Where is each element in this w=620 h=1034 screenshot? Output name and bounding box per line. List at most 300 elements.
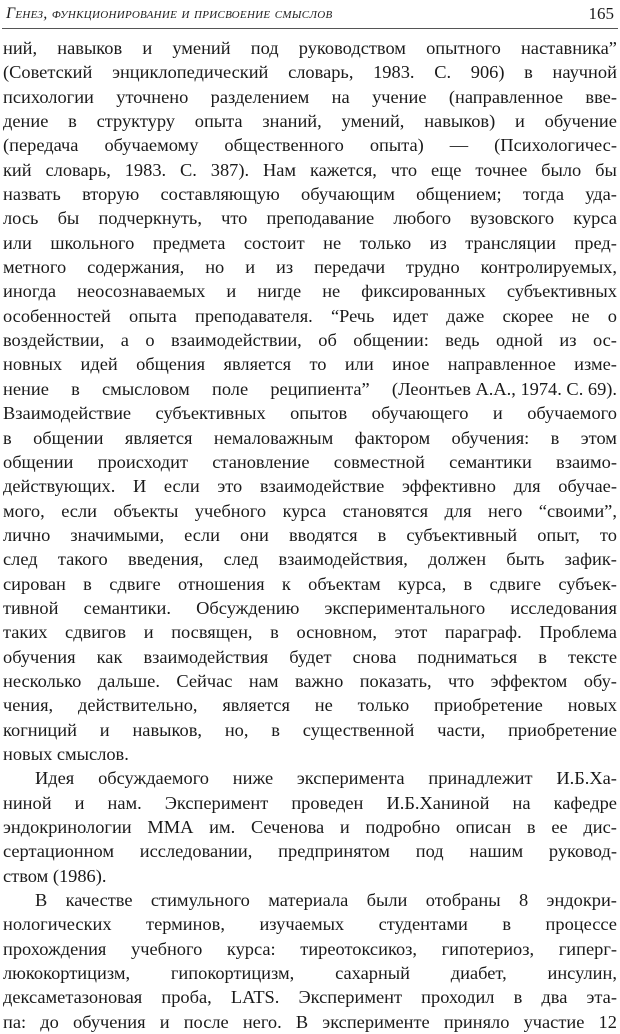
word: нам (248, 670, 279, 691)
word: пред- (574, 232, 617, 253)
word: но, (224, 719, 249, 740)
word: является (222, 695, 290, 716)
word: в (463, 573, 473, 594)
word: курса: (226, 938, 276, 959)
word: учение (372, 86, 427, 107)
text-line-content: новых смыслов. (3, 743, 129, 764)
word: назвать (3, 184, 61, 205)
word: не (323, 232, 342, 253)
word: эффектом (490, 670, 568, 691)
text-line (3, 158, 617, 182)
word: ниже (232, 768, 274, 789)
word: лось (3, 208, 39, 229)
text-line (3, 85, 617, 109)
word: Нам (262, 159, 297, 180)
word: навыков (57, 38, 123, 58)
word: в (513, 987, 523, 1008)
word: участие (523, 1011, 585, 1032)
word: зафик- (564, 549, 617, 570)
word: обучаемому (104, 135, 199, 156)
word: курса (573, 208, 617, 229)
word: было (541, 159, 582, 180)
word: взаимодействие (259, 476, 385, 497)
word: эксперименте (322, 1011, 430, 1032)
word: опыта (129, 305, 177, 326)
word: и (99, 719, 110, 740)
word: исследовании, (139, 841, 253, 862)
word: и (159, 1011, 170, 1032)
word: принадлежит (428, 768, 533, 789)
word: направленное (447, 354, 556, 375)
word: в (271, 719, 280, 740)
text-line (3, 474, 617, 498)
word: сдвиге (489, 573, 542, 594)
word: лично (3, 524, 51, 545)
word: в (524, 62, 533, 83)
word: два (541, 987, 568, 1008)
word: является (124, 427, 193, 448)
word: нашим (469, 841, 524, 862)
word: Эксперимент (164, 792, 269, 813)
word: взаимодействия, (278, 549, 408, 570)
word: фиксированных (361, 281, 486, 302)
word: не (322, 281, 341, 302)
word: снова (352, 646, 397, 667)
word: разделением (210, 86, 310, 107)
word: параграф. (444, 622, 522, 643)
word: несколько (3, 670, 82, 691)
word: новных (3, 354, 63, 375)
word: Взаимодействие (3, 403, 132, 424)
word: взаимодействия (143, 646, 269, 667)
word: проходил (421, 987, 495, 1008)
word: ММА (147, 817, 194, 837)
word: подчеркнуть, (98, 208, 202, 229)
word: эта- (586, 987, 617, 1008)
text-line (3, 669, 617, 693)
word: объектам (308, 573, 381, 594)
word: психологии (3, 86, 94, 107)
word: поле (211, 378, 249, 399)
word: они (240, 524, 269, 545)
word: особенностей (3, 305, 111, 326)
word: любого (393, 208, 452, 229)
word: эндокри- (546, 890, 617, 911)
word: быть (506, 549, 545, 570)
word: сертационном (3, 841, 114, 862)
word: подниматься (417, 646, 518, 667)
word: гиперг- (558, 938, 617, 959)
word: знаний, (262, 111, 322, 132)
word: важно (294, 670, 344, 691)
word: 8 (518, 890, 529, 911)
text-line-segment (3, 377, 398, 401)
word: под (415, 841, 444, 862)
text-line (3, 742, 617, 766)
word: предпринятом (278, 841, 390, 862)
word: уда- (585, 184, 617, 205)
word: словарь, (45, 159, 111, 180)
text-line (3, 279, 617, 303)
word: вузовского (470, 208, 555, 229)
word: субъек- (558, 573, 617, 594)
word: умений (172, 38, 231, 58)
word: опыт, (537, 524, 580, 545)
word: и (339, 817, 350, 837)
word: в (538, 646, 547, 667)
word: нологических (3, 914, 112, 935)
word: точнее (475, 159, 528, 180)
word: 12 (598, 1011, 617, 1032)
word: совместной (333, 451, 425, 472)
word: преподавателя. (194, 305, 313, 326)
word: даже (446, 305, 485, 326)
word: общением; (416, 184, 502, 205)
word: сахарный (335, 963, 410, 984)
text-line (3, 60, 617, 84)
word: Идея (35, 768, 75, 789)
word: если (163, 476, 200, 497)
word: и (515, 111, 525, 132)
word: сирован (3, 573, 66, 594)
text-line (3, 206, 617, 230)
word: существенной (302, 719, 415, 740)
word: кажется, (309, 159, 377, 180)
word: субъективных (506, 281, 617, 302)
word: гипотериоз, (441, 938, 535, 959)
word: материала (268, 890, 349, 911)
word: и (492, 403, 503, 424)
word: после (183, 1011, 229, 1032)
word: воздействии, (3, 330, 105, 351)
page-number: 165 (588, 4, 614, 23)
word: эффективно (401, 476, 496, 497)
word: трудно (406, 257, 460, 278)
word: под (250, 38, 279, 58)
word: дальше. (97, 670, 160, 691)
text-line (3, 426, 617, 450)
word: Проблема (539, 622, 617, 643)
word: взаимо- (556, 451, 617, 472)
word: из (559, 330, 577, 351)
word: а (120, 330, 129, 351)
word: инсулин, (547, 963, 617, 984)
word: семантики (449, 451, 532, 472)
text-line (3, 182, 617, 206)
text-line (3, 693, 617, 717)
word: описан (455, 817, 512, 837)
word: опыта (194, 111, 243, 132)
text-line (3, 596, 617, 620)
word: обучения (3, 646, 76, 667)
word: объекты (113, 500, 179, 521)
word: в (502, 914, 512, 935)
word: (передача (3, 135, 79, 156)
word: 387). (210, 159, 250, 180)
word: действующих. (3, 476, 116, 497)
word: ( (391, 378, 399, 399)
word: немаловажным (213, 427, 334, 448)
word: иное (392, 354, 430, 375)
word: ниной (3, 792, 52, 813)
word: общении (33, 427, 104, 448)
word: уточнено (116, 86, 189, 107)
word: общественного (224, 135, 344, 156)
word: приобретение (508, 719, 617, 740)
word: учебного (194, 500, 267, 521)
word: в (68, 111, 77, 132)
word: им. (209, 817, 236, 837)
word: В (35, 890, 48, 911)
word: нение (3, 378, 49, 399)
word: 1983. (124, 159, 167, 180)
word: вве- (585, 86, 617, 107)
text-line (3, 499, 617, 523)
word: контролируемых, (480, 257, 617, 278)
text-line (3, 937, 617, 961)
word: в (83, 573, 92, 594)
word: опытов (290, 403, 348, 424)
word: об (318, 330, 337, 351)
word: отобраны (425, 890, 501, 911)
word: или (3, 232, 32, 253)
word: кафедре (553, 792, 617, 813)
word: то (309, 354, 327, 375)
word: изучаемых (259, 914, 345, 935)
word: LATS. (230, 987, 280, 1008)
word: структуру (96, 111, 175, 132)
word: чения, (3, 695, 54, 716)
word: фактором (354, 427, 431, 448)
word: сдвигов (65, 622, 127, 643)
word: это (217, 476, 243, 497)
word: опытного (426, 38, 501, 58)
text-line (3, 1010, 617, 1034)
word: обучающим (301, 184, 395, 205)
word: только (359, 232, 412, 253)
word: были (366, 890, 408, 911)
word: обсуждаемого (98, 768, 209, 789)
word: навыков) (424, 111, 496, 132)
word: ний, (3, 38, 38, 58)
word: содержания, (87, 257, 185, 278)
running-title: Генез, функционирование и присвоение смыслов (6, 5, 333, 22)
word: не (571, 305, 590, 326)
word: еще (430, 159, 462, 180)
word: и (142, 38, 153, 58)
word: смысловом (102, 378, 190, 399)
word: субъективных (155, 403, 266, 424)
word: показать, (359, 670, 432, 691)
text-line (3, 450, 617, 474)
word: или (344, 354, 374, 375)
word: ее (551, 817, 568, 837)
word: о (145, 330, 155, 351)
word: становятся (342, 500, 429, 521)
word: — (449, 135, 469, 156)
word: общении: (353, 330, 429, 351)
word: идет (392, 305, 428, 326)
word: экспериментального (324, 597, 486, 618)
word: ос- (592, 330, 617, 351)
word: стимульного (150, 890, 250, 911)
text-line (3, 328, 617, 352)
word: для (513, 476, 541, 497)
word: новых (567, 695, 617, 716)
word: в (526, 817, 536, 837)
word: 906) (470, 62, 505, 83)
word: о (607, 305, 617, 326)
word: на (331, 86, 350, 107)
word: научной (552, 62, 617, 83)
text-line (3, 888, 617, 912)
word: нигде (257, 281, 302, 302)
word: трансляции (465, 232, 556, 253)
text-line (3, 231, 617, 255)
word: общения (136, 354, 206, 375)
word: прохождения (3, 938, 107, 959)
word: качестве (65, 890, 133, 911)
text-line (3, 645, 617, 669)
word: и (74, 792, 85, 813)
text-line (3, 791, 617, 815)
word: части, (437, 719, 486, 740)
citation-group (398, 377, 617, 401)
word: составляющую (160, 184, 280, 205)
word: курса, (397, 573, 447, 594)
word: дение (3, 111, 49, 132)
word: дексаметазоновая (3, 987, 143, 1008)
word: Сеченова (250, 817, 325, 837)
word: мого, (3, 500, 45, 521)
word: реципиента” (270, 378, 370, 399)
text-line (3, 620, 617, 644)
word: становление (212, 451, 310, 472)
word: в (377, 524, 387, 545)
word: таких (3, 622, 48, 643)
word: студентами (378, 914, 468, 935)
word: должен (428, 549, 487, 570)
word: В (295, 1011, 309, 1032)
word: не (314, 695, 333, 716)
word: навыков, (132, 719, 202, 740)
cited-author: Леонтьев А.А. (398, 378, 512, 399)
word: посвящен, (171, 622, 253, 643)
word: в (270, 622, 279, 643)
word: эндокринологии (3, 817, 132, 837)
word: (направленное (448, 86, 564, 107)
word: субъективный (406, 524, 518, 545)
word: С. (180, 159, 197, 180)
word: неосознаваемых (77, 281, 206, 302)
word: значимыми, (70, 524, 165, 545)
word: предмета (152, 232, 226, 253)
text-line (3, 912, 617, 936)
word: гипокортицизм, (170, 963, 295, 984)
word: что (390, 159, 418, 180)
text-line (3, 839, 617, 863)
word: будет (289, 646, 332, 667)
word: него. (242, 1011, 282, 1032)
word: руковод- (548, 841, 617, 862)
word: обучения: (451, 427, 530, 448)
word: этом (580, 427, 617, 448)
word: вторую (82, 184, 140, 205)
word: эксперимента (296, 768, 405, 789)
word: метного (3, 257, 67, 278)
word: является (223, 354, 292, 375)
word: только (357, 695, 410, 716)
word: но (205, 257, 225, 278)
word: Эксперимент (298, 987, 403, 1008)
text-line (3, 815, 617, 839)
word: этот (394, 622, 428, 643)
word: и (226, 281, 237, 302)
word: учебного (131, 938, 203, 959)
word: из (276, 257, 294, 278)
word: след (223, 549, 259, 570)
word: Сейчас (176, 670, 233, 691)
word: что (221, 208, 248, 229)
text-line (3, 547, 617, 571)
word: передачи (314, 257, 386, 278)
text-line (3, 133, 617, 157)
word: обучае- (558, 476, 617, 497)
body-text (3, 36, 617, 1034)
word: и (245, 257, 256, 278)
word: приняло (443, 1011, 510, 1032)
word: И.Б.Ха- (556, 768, 617, 789)
text-line (3, 985, 617, 1009)
word: если (184, 524, 220, 545)
word: на (512, 792, 531, 813)
word: нам. (107, 792, 142, 813)
word: в (71, 378, 80, 399)
word: (Психологичес- (494, 135, 617, 156)
word: проба, (161, 987, 212, 1008)
text-line-with-citation (3, 377, 617, 401)
word: обучения (72, 1011, 146, 1032)
text-line-content: ством (1986). (3, 865, 107, 886)
word: взаимодействии, (171, 330, 302, 351)
word: изме- (574, 354, 617, 375)
word: след (3, 549, 38, 570)
word: вводятся (288, 524, 358, 545)
text-line (3, 401, 617, 425)
word: для (444, 500, 472, 521)
word: “своими”, (538, 500, 617, 521)
word: кий (3, 159, 32, 180)
running-header (2, 2, 618, 29)
word: обучаемого (527, 403, 617, 424)
text-line (3, 304, 617, 328)
word: если (61, 500, 97, 521)
word: к (281, 573, 291, 594)
word: школьного (50, 232, 135, 253)
word: обучение (544, 111, 617, 132)
word: иногда (3, 281, 57, 302)
word: руководством (298, 38, 406, 58)
word: до (40, 1011, 59, 1032)
word: него (488, 500, 523, 521)
word: действительно, (78, 695, 198, 716)
word: идей (80, 354, 118, 375)
word: (Советский (3, 62, 93, 83)
text-line (3, 864, 617, 888)
word: в (3, 427, 12, 448)
word: диабет, (450, 963, 507, 984)
word: такого (57, 549, 108, 570)
